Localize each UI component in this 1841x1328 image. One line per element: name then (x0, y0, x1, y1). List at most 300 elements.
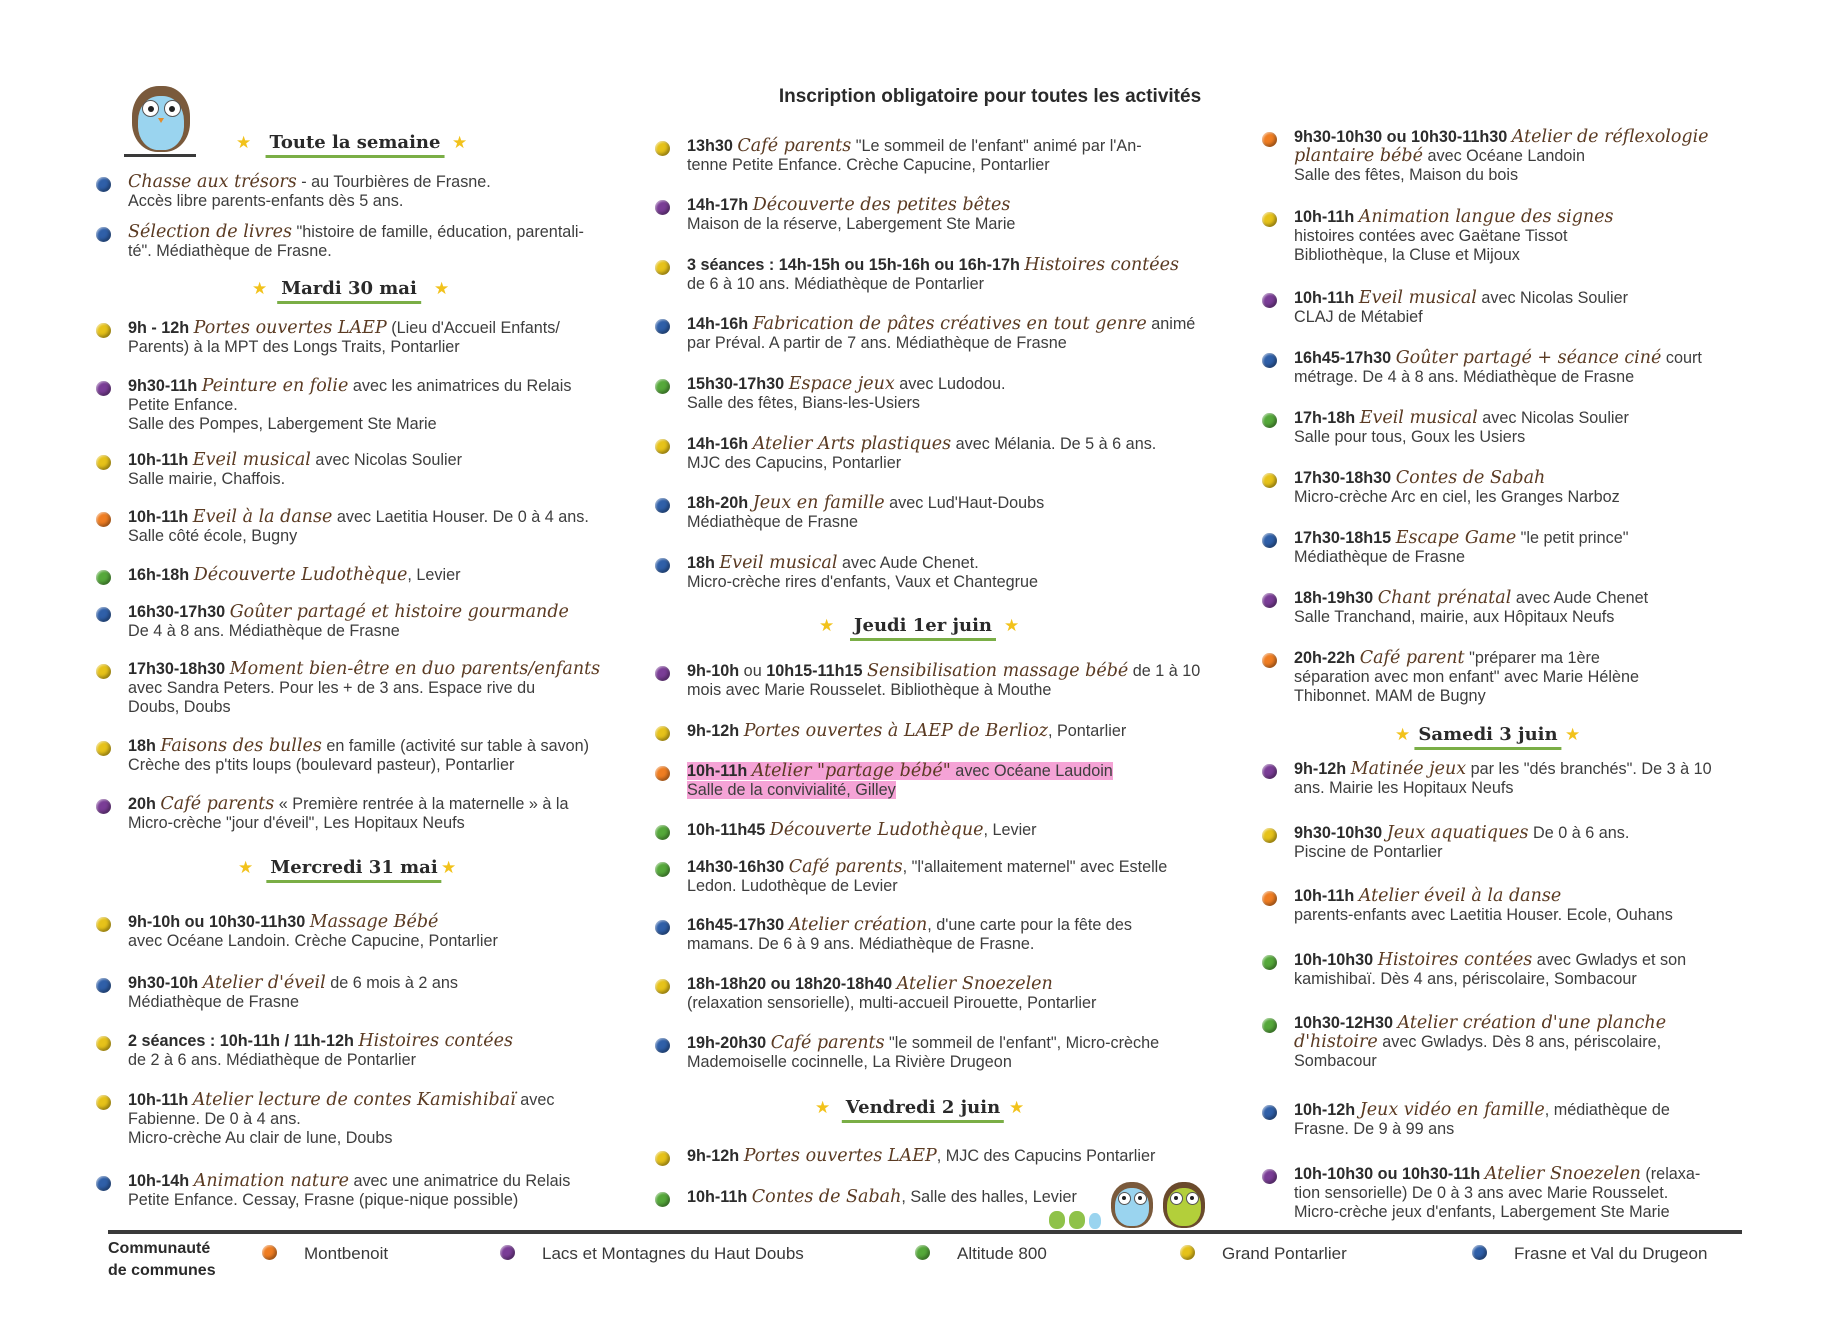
event-line-1 (128, 1091, 626, 1110)
event-detail: Petite Enfance. Cessay, Frasne (pique-nique possible) (128, 1191, 519, 1209)
owl-illustration-small-2 (1068, 1208, 1086, 1230)
event-text (128, 1172, 626, 1210)
category-dot-icon (655, 1038, 670, 1053)
category-dot-icon (1262, 212, 1277, 227)
event-detail: , d'une carte pour la fête des (927, 916, 1132, 934)
event-detail: avec Aude Chenet (1511, 589, 1649, 607)
event-line-1 (128, 1172, 626, 1191)
category-dot-icon (1262, 891, 1277, 906)
star-icon: ★ (434, 279, 450, 299)
event-name: Peinture en folie (201, 376, 349, 396)
event-detail: Médiathèque de Frasne (687, 513, 858, 531)
event-detail: avec Mélania. De 5 à 6 ans. (951, 435, 1157, 453)
event-time: 16h30-17h30 (128, 603, 226, 621)
event-detail: (Lieu d'Accueil Enfants/ (386, 319, 560, 337)
event-name: Espace jeux (788, 374, 895, 394)
event-line-2 (687, 454, 1215, 473)
event-detail: avec Sandra Peters. Pour les + de 3 ans. Espace rive du (128, 679, 536, 697)
legend-label: Lacs et Montagnes du Haut Doubs (542, 1244, 804, 1263)
category-dot-icon (1262, 353, 1277, 368)
category-dot-icon (655, 666, 670, 681)
event-detail: Maison de la réserve, Labergement Ste Marie (687, 215, 1016, 233)
event-time: 10h-11h (687, 1188, 748, 1206)
category-dot-icon (96, 917, 111, 932)
event-time: 9h - 12h (128, 319, 190, 337)
event-name: Eveil musical (1359, 408, 1478, 428)
event-line-1 (687, 494, 1215, 513)
event-line-1 (128, 913, 626, 932)
event-line-2 (1294, 1033, 1762, 1052)
event-time: 9h30-10h (128, 974, 199, 992)
event-time: 9h-12h (687, 722, 740, 740)
event-text (1294, 349, 1762, 387)
day-label: Toute la semaine (266, 132, 445, 158)
day-label: Vendredi 2 juin (842, 1097, 1004, 1123)
event-text (128, 377, 626, 434)
event-time: 18h-20h (687, 494, 749, 512)
event-time: 10h-11h (687, 762, 748, 780)
event-line-2 (128, 993, 626, 1012)
event-detail: , MJC des Capucins Pontarlier (936, 1147, 1156, 1165)
event-line-1 (1294, 409, 1762, 428)
event-text (687, 315, 1215, 353)
event-text (128, 173, 626, 211)
event-line-2 (128, 622, 626, 641)
category-dot-icon (96, 381, 111, 396)
event-detail: "Le sommeil de l'enfant" animé par l'An- (851, 137, 1142, 155)
event-text (128, 508, 626, 546)
event-detail: Sombacour (1294, 1052, 1377, 1070)
event-text (687, 375, 1215, 413)
event-line-1 (687, 1034, 1215, 1053)
event-line-3 (128, 698, 626, 717)
category-dot-icon (1262, 653, 1277, 668)
event-text (128, 795, 626, 833)
event-text (128, 319, 626, 357)
legend-title (108, 1238, 216, 1282)
event-line-1 (687, 196, 1215, 215)
owl-illustration-small-3 (1088, 1210, 1102, 1230)
event-text (1294, 289, 1762, 327)
event-detail: kamishibaï. Dès 4 ans, périscolaire, Sombacour (1294, 970, 1637, 988)
legend-label: Montbenoit (304, 1244, 389, 1263)
event-line-2 (1294, 548, 1762, 567)
event-time: 9h30-10h30 (1294, 824, 1383, 842)
event-detail: avec Océane Laudoin (950, 762, 1113, 780)
event-time: 10h-11h (1294, 887, 1355, 905)
event-text (128, 223, 626, 261)
event-detail: en famille (activité sur table à savon) (321, 737, 590, 755)
category-dot-icon (655, 141, 670, 156)
event-line-2 (1294, 1120, 1762, 1139)
event-time: 10h-11h (1294, 208, 1355, 226)
event-line-1 (687, 762, 1215, 781)
event-time: 10h-14h (128, 1172, 190, 1190)
event-name: Animation nature (193, 1171, 349, 1191)
category-dot-icon (655, 1151, 670, 1166)
legend-dot-icon (1180, 1245, 1195, 1260)
event-name: Café parents (737, 136, 852, 156)
event-time: 19h-20h30 (687, 1034, 767, 1052)
event-time: 17h30-18h30 (128, 660, 226, 678)
event-detail: par Préval. A partir de 7 ans. Médiathèque de Frasne (687, 334, 1067, 352)
event-detail: avec Océane Landoin. Crèche Capucine, Pontarlier (128, 932, 498, 950)
event-time: 10h-11h (128, 508, 189, 526)
event-detail: court (1661, 349, 1702, 367)
event-name: Atelier éveil à la danse (1358, 886, 1562, 906)
event-line-1 (1294, 760, 1762, 779)
event-name: Atelier lecture de contes Kamishibaï (192, 1090, 516, 1110)
event-text (687, 858, 1215, 896)
event-detail: CLAJ de Métabief (1294, 308, 1423, 326)
event-time: 16h45-17h30 (1294, 349, 1392, 367)
event-name: Portes ouvertes LAEP (743, 1146, 937, 1166)
event-line-1 (687, 975, 1215, 994)
event-name: Atelier Snoezelen (1484, 1164, 1641, 1184)
day-label: Mardi 30 mai (277, 278, 421, 304)
event-time: 10h-11h (128, 451, 189, 469)
event-line-2 (1294, 428, 1762, 447)
event-line-3 (128, 1129, 626, 1148)
category-dot-icon (96, 664, 111, 679)
event-name: Jeux aquatiques (1386, 823, 1529, 843)
event-line-3 (1294, 246, 1762, 265)
event-name: Moment bien-être en duo parents/enfants (229, 659, 601, 679)
event-name: Café parents (160, 794, 275, 814)
day-heading-toute-la-semaine (96, 132, 626, 162)
category-dot-icon (96, 455, 111, 470)
event-detail: "le sommeil de l'enfant", Micro-crèche (884, 1034, 1160, 1052)
event-line-2 (1294, 668, 1762, 687)
event-line-2 (687, 681, 1215, 700)
event-time: 9h30-11h (128, 377, 198, 395)
event-time: 18h (687, 554, 715, 572)
event-line-1 (687, 722, 1215, 741)
event-time: 10h-11h (1294, 289, 1355, 307)
event-detail: mamans. De 6 à 9 ans. Médiathèque de Frasne. (687, 935, 1035, 953)
event-line-2 (687, 573, 1215, 592)
event-line-1 (128, 223, 626, 242)
event-detail: tenne Petite Enfance. Crèche Capucine, Pontarlier (687, 156, 1050, 174)
event-detail: par les "dés branchés". De 3 à 10 (1466, 760, 1712, 778)
event-text (128, 1032, 626, 1070)
event-line-2 (128, 192, 626, 211)
event-text (1294, 1165, 1762, 1222)
event-line-2 (128, 814, 626, 833)
event-detail: Médiathèque de Frasne (1294, 548, 1465, 566)
event-detail: avec Nicolas Soulier (1476, 289, 1629, 307)
event-text (1294, 1101, 1762, 1139)
event-name: Atelier Arts plastiques (752, 434, 952, 454)
star-icon: ★ (452, 133, 468, 153)
category-dot-icon (655, 319, 670, 334)
legend-dot-icon (915, 1245, 930, 1260)
event-detail: avec Ludodou. (894, 375, 1006, 393)
category-dot-icon (1262, 1105, 1277, 1120)
event-line-1 (128, 566, 626, 585)
event-detail: , Salle des halles, Levier (901, 1188, 1077, 1206)
event-line-2 (687, 994, 1215, 1013)
event-name: Faisons des bulles (160, 736, 322, 756)
event-line-2 (1294, 906, 1762, 925)
legend-dot-icon (1472, 1245, 1487, 1260)
event-name: Atelier création (788, 915, 928, 935)
event-line-1 (128, 1032, 626, 1051)
event-line-1 (128, 319, 626, 338)
event-line-3 (1294, 1203, 1762, 1222)
category-dot-icon (96, 1095, 111, 1110)
owl-illustration-green (1162, 1180, 1206, 1230)
event-line-1 (128, 974, 626, 993)
event-name: Goûter partagé et histoire gourmande (229, 602, 569, 622)
event-detail: avec Lud'Haut-Doubs (884, 494, 1045, 512)
event-time: 16h45-17h30 (687, 916, 785, 934)
star-icon: ★ (1395, 725, 1411, 745)
event-detail: Salle côté école, Bugny (128, 527, 298, 545)
event-detail: Parents) à la MPT des Longs Traits, Pontarlier (128, 338, 460, 356)
category-dot-icon (96, 323, 111, 338)
event-line-1 (1294, 589, 1762, 608)
event-detail: Salle de la convivialité, Gilley (687, 781, 896, 799)
category-dot-icon (655, 979, 670, 994)
event-line-2 (687, 156, 1215, 175)
event-time: 2 séances : 10h-11h / 11h-12h (128, 1032, 354, 1050)
event-text (687, 722, 1215, 741)
event-detail: (relaxation sensorielle), multi-accueil Pirouette, Pontarlier (687, 994, 1097, 1012)
event-text (128, 737, 626, 775)
day-heading-samedi-3-juin (1262, 724, 1762, 754)
event-line-2 (687, 1053, 1215, 1072)
star-icon: ★ (252, 279, 268, 299)
event-line-1 (128, 451, 626, 470)
event-time: 9h-10h (687, 662, 740, 680)
event-line-1 (1294, 824, 1762, 843)
event-detail: séparation avec mon enfant" avec Marie Hélène (1294, 668, 1639, 686)
event-time: 17h30-18h30 (1294, 469, 1392, 487)
category-dot-icon (655, 439, 670, 454)
event-detail: Mademoiselle cocinnelle, La Rivière Drugeon (687, 1053, 1012, 1071)
event-detail: - au Tourbières de Frasne. (296, 173, 491, 191)
event-text (687, 1034, 1215, 1072)
event-name: Escape Game (1395, 528, 1517, 548)
category-dot-icon (655, 379, 670, 394)
event-text (1294, 208, 1762, 265)
event-line-2 (1294, 843, 1762, 862)
event-time: 10h-11h45 (687, 821, 766, 839)
event-detail: de 2 à 6 ans. Médiathèque de Pontarlier (128, 1051, 416, 1069)
event-detail: de 1 à 10 (1128, 662, 1201, 680)
event-detail: histoires contées avec Gaëtane Tissot (1294, 227, 1568, 245)
event-text (1294, 649, 1762, 706)
category-dot-icon (96, 607, 111, 622)
event-name: Atelier création d'une planche (1397, 1013, 1667, 1033)
event-line-1 (687, 435, 1215, 454)
event-detail: (relaxa- (1640, 1165, 1701, 1183)
day-label: Samedi 3 juin (1414, 724, 1561, 750)
event-text (687, 137, 1215, 175)
event-line-1 (687, 256, 1215, 275)
event-line-1 (687, 137, 1215, 156)
event-line-2 (128, 470, 626, 489)
event-text (1294, 469, 1762, 507)
event-line-2 (687, 513, 1215, 532)
category-dot-icon (655, 920, 670, 935)
category-dot-icon (1262, 413, 1277, 428)
event-time: 20h (128, 795, 156, 813)
event-line-2 (1294, 1184, 1762, 1203)
event-line-2 (128, 756, 626, 775)
event-line-3 (1294, 687, 1762, 706)
event-detail: "le petit prince" (1516, 529, 1629, 547)
event-detail: , Levier (983, 821, 1037, 839)
event-line-1 (1294, 289, 1762, 308)
event-name: Chasse aux trésors (128, 172, 297, 192)
event-line-1 (1294, 529, 1762, 548)
event-detail: avec Laetitia Houser. De 0 à 4 ans. (332, 508, 589, 526)
event-time: 18h (128, 737, 156, 755)
event-text (687, 1147, 1215, 1166)
event-text (687, 762, 1215, 800)
event-name: Histoires contées (1377, 950, 1533, 970)
category-dot-icon (96, 227, 111, 242)
event-line-2 (1294, 147, 1762, 166)
event-text (1294, 409, 1762, 447)
legend-dot-icon (500, 1245, 515, 1260)
event-text (1294, 128, 1762, 185)
event-line-1 (128, 795, 626, 814)
event-time: 17h30-18h15 (1294, 529, 1392, 547)
event-name: Découverte Ludothèque (769, 820, 984, 840)
category-dot-icon (655, 558, 670, 573)
star-icon: ★ (819, 616, 835, 636)
category-dot-icon (96, 570, 111, 585)
event-text (687, 821, 1215, 840)
event-name: Eveil musical (192, 450, 311, 470)
page-title: Inscription obligatoire pour toutes les activités (778, 86, 1202, 107)
event-line-1 (1294, 1014, 1762, 1033)
event-time: 10h15-11h15 (766, 662, 863, 680)
event-time: 14h-16h (687, 435, 749, 453)
event-line-2 (687, 334, 1215, 353)
event-line-2 (687, 394, 1215, 413)
event-name: Eveil musical (719, 553, 838, 573)
event-line-1 (128, 377, 626, 396)
event-detail: Salle mairie, Chaffois. (128, 470, 286, 488)
event-time: 15h30-17h30 (687, 375, 785, 393)
event-detail: Fabienne. De 0 à 4 ans. (128, 1110, 301, 1128)
star-icon: ★ (238, 858, 254, 878)
event-text (128, 566, 626, 585)
event-name: Portes ouvertes à LAEP de Berlioz (743, 721, 1048, 741)
event-name: Atelier de réflexologie (1511, 127, 1709, 147)
event-text (128, 1091, 626, 1148)
event-line-2 (128, 338, 626, 357)
event-line-2 (1294, 227, 1762, 246)
event-detail: Micro-crèche Au clair de lune, Doubs (128, 1129, 393, 1147)
event-name: Découverte des petites bêtes (752, 195, 1011, 215)
event-line-1 (128, 603, 626, 622)
event-name: Animation langue des signes (1358, 207, 1614, 227)
event-detail: De 4 à 8 ans. Médiathèque de Frasne (128, 622, 400, 640)
category-dot-icon (1262, 533, 1277, 548)
event-time: 14h-17h (687, 196, 749, 214)
category-dot-icon (1262, 132, 1277, 147)
event-name: Eveil à la danse (192, 507, 333, 527)
event-name: Découverte Ludothèque (193, 565, 408, 585)
event-line-1 (1294, 887, 1762, 906)
category-dot-icon (655, 766, 670, 781)
event-detail: Salle des Pompes, Labergement Ste Marie (128, 415, 437, 433)
event-detail: avec les animatrices du Relais (348, 377, 572, 395)
event-detail: Piscine de Pontarlier (1294, 843, 1443, 861)
event-line-1 (1294, 1165, 1762, 1184)
legend-title-line1: Communauté (108, 1240, 211, 1257)
event-text (128, 603, 626, 641)
event-detail: , Levier (407, 566, 461, 584)
event-time: 3 séances : 14h-15h ou 15h-16h ou 16h-17h (687, 256, 1020, 274)
day-heading-jeudi-1er-juin (655, 615, 1215, 645)
event-detail: Salle des fêtes, Maison du bois (1294, 166, 1519, 184)
category-dot-icon (655, 200, 670, 215)
event-line-2 (128, 679, 626, 698)
event-text (1294, 824, 1762, 862)
event-line-1 (1294, 469, 1762, 488)
event-text (687, 435, 1215, 473)
category-dot-icon (655, 862, 670, 877)
event-name: Contes de Sabah (1395, 468, 1546, 488)
event-detail: Micro-crèche "jour d'éveil", Les Hopitaux Neufs (128, 814, 465, 832)
event-name-cont: d'histoire (1294, 1032, 1378, 1052)
category-dot-icon (1262, 1169, 1277, 1184)
event-detail: MJC des Capucins, Pontarlier (687, 454, 902, 472)
event-detail: Salle Tranchand, mairie, aux Hôpitaux Neufs (1294, 608, 1615, 626)
event-detail: ans. Mairie les Hopitaux Neufs (1294, 779, 1514, 797)
star-icon: ★ (1565, 725, 1581, 745)
event-detail: Micro-crèche jeux d'enfants, Labergement Ste Marie (1294, 1203, 1670, 1221)
event-name: Café parents (788, 857, 903, 877)
category-dot-icon (655, 1192, 670, 1207)
event-line-1 (687, 1147, 1215, 1166)
event-text (1294, 529, 1762, 567)
event-text (1294, 589, 1762, 627)
event-detail: té". Médiathèque de Frasne. (128, 242, 332, 260)
event-line-1 (1294, 649, 1762, 668)
legend-label: Altitude 800 (957, 1244, 1047, 1263)
event-line-2 (128, 932, 626, 951)
star-icon: ★ (236, 133, 252, 153)
event-line-2 (687, 781, 1215, 800)
category-dot-icon (1262, 828, 1277, 843)
event-line-3 (1294, 1052, 1762, 1071)
star-icon: ★ (1009, 1098, 1025, 1118)
event-detail: Médiathèque de Frasne (128, 993, 299, 1011)
event-line-1 (128, 660, 626, 679)
category-dot-icon (655, 498, 670, 513)
event-detail: "préparer ma 1ère (1464, 649, 1600, 667)
day-heading-mardi-30-mai (96, 278, 626, 308)
event-line-2 (128, 1110, 626, 1129)
event-line-2 (687, 877, 1215, 896)
event-name: Café parents (770, 1033, 885, 1053)
event-time: 10h-11h (128, 1091, 189, 1109)
event-name: Café parent (1359, 648, 1465, 668)
event-line-2 (128, 396, 626, 415)
event-text (128, 913, 626, 951)
event-detail: Petite Enfance. (128, 396, 238, 414)
event-text (1294, 760, 1762, 798)
star-icon: ★ (1004, 616, 1020, 636)
event-detail: avec Aude Chenet. (837, 554, 979, 572)
